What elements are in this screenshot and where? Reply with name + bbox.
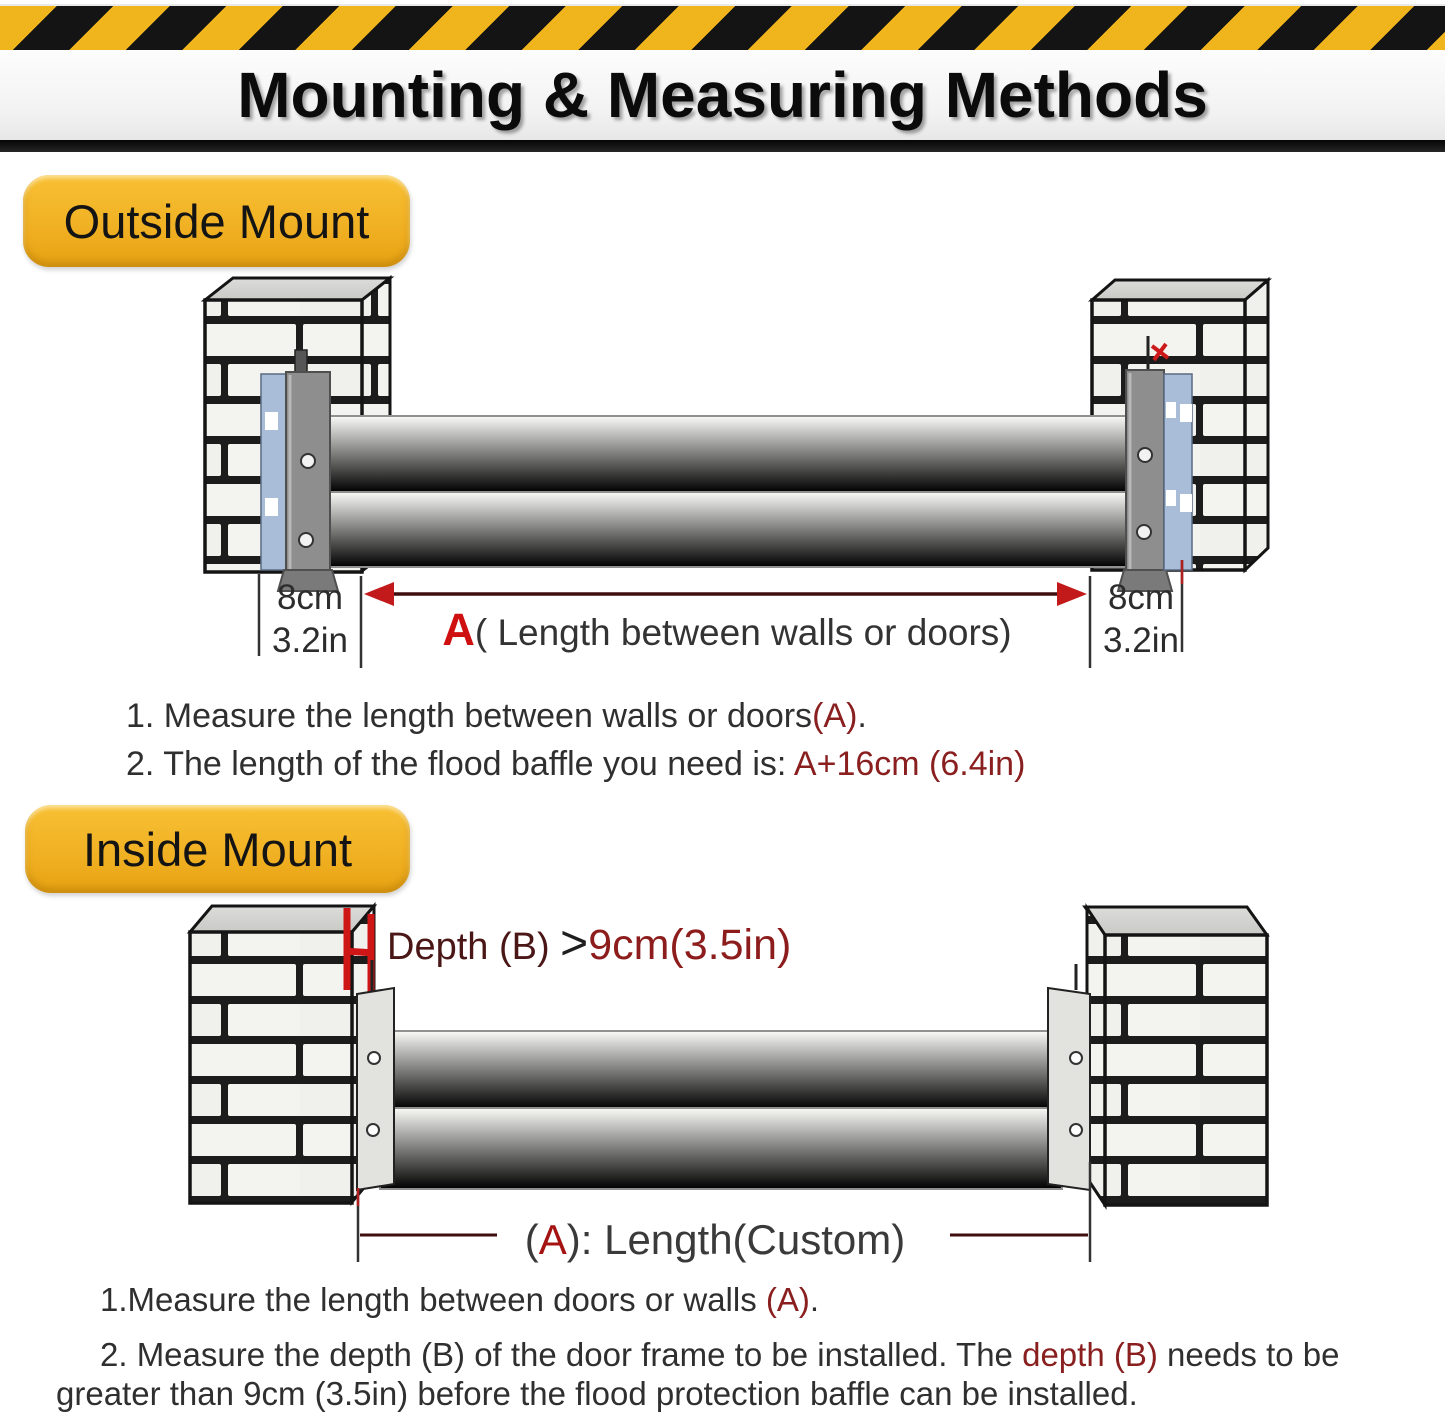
greater-than-sign: > — [560, 917, 589, 970]
door-jamb-left — [357, 960, 394, 1190]
seal-strip-right — [1164, 374, 1192, 570]
flood-barrier-panels — [316, 416, 1140, 567]
brick-pillar-right-2 — [1085, 907, 1267, 1205]
dim-8cm-right-in: 3.2in — [1103, 621, 1179, 660]
label-A-2: A — [538, 1216, 567, 1263]
label-A: A — [442, 604, 475, 655]
inside-mount-badge — [25, 805, 410, 893]
screw-icon — [1070, 1124, 1082, 1136]
door-jamb-right — [1048, 964, 1090, 1190]
dim-8cm-left — [257, 576, 363, 662]
inside-mount-steps — [56, 1280, 1442, 1413]
flood-barrier-panels-2 — [380, 1031, 1062, 1189]
inside-step-1: 1.Measure the length between doors or walls (A). — [100, 1281, 820, 1318]
inside-mount-badge-label: Inside Mount — [82, 822, 353, 876]
outside-step-2: 2. The length of the flood baffle you need is: A+16cm (6.4in) — [126, 745, 1026, 783]
outside-mount-badge — [23, 175, 410, 267]
screw-icon — [1138, 448, 1152, 462]
screw-icon — [1137, 525, 1151, 539]
page-title: Mounting & Measuring Methods — [237, 59, 1208, 131]
seal-strip-left — [261, 374, 288, 570]
label-A-rest: ( Length between walls or doors) — [474, 612, 1012, 653]
arrowhead-left-icon — [364, 582, 394, 606]
dim-8cm-left-cm: 8cm — [276, 578, 344, 617]
depth-value: 9cm(3.5in) — [588, 921, 792, 969]
screw-icon — [368, 1052, 380, 1064]
outside-step-1: 1. Measure the length between walls or doors(A). — [126, 697, 867, 735]
title-panel — [0, 50, 1445, 140]
dim-8cm-right — [1088, 576, 1194, 662]
dim-8cm-left-in: 3.2in — [272, 621, 348, 660]
arrowhead-right-icon — [1057, 582, 1087, 606]
length-custom-label: (A): Length(Custom) — [524, 1216, 906, 1263]
depth-name: Depth (B) — [387, 926, 561, 968]
divider-bar — [0, 140, 1445, 152]
outside-mount-steps — [126, 692, 1326, 788]
screw-icon — [367, 1124, 379, 1136]
outside-mount-badge-label: Outside Mount — [63, 194, 370, 248]
screw-icon — [1070, 1052, 1082, 1064]
mounting-rail-left — [278, 350, 338, 591]
screw-icon — [299, 533, 313, 547]
screw-icon — [301, 454, 315, 468]
depth-requirement-label — [387, 916, 791, 971]
inside-step-2: 2. Measure the depth (B) of the door frame to be installed. The depth (B) needs to be greater than 9cm (3.5in) before the flood protection baffle can be installed. — [56, 1336, 1340, 1412]
length-between-walls-label — [371, 604, 1083, 656]
dim-8cm-right-cm: 8cm — [1107, 578, 1175, 617]
caution-tape-icon — [0, 4, 1445, 54]
